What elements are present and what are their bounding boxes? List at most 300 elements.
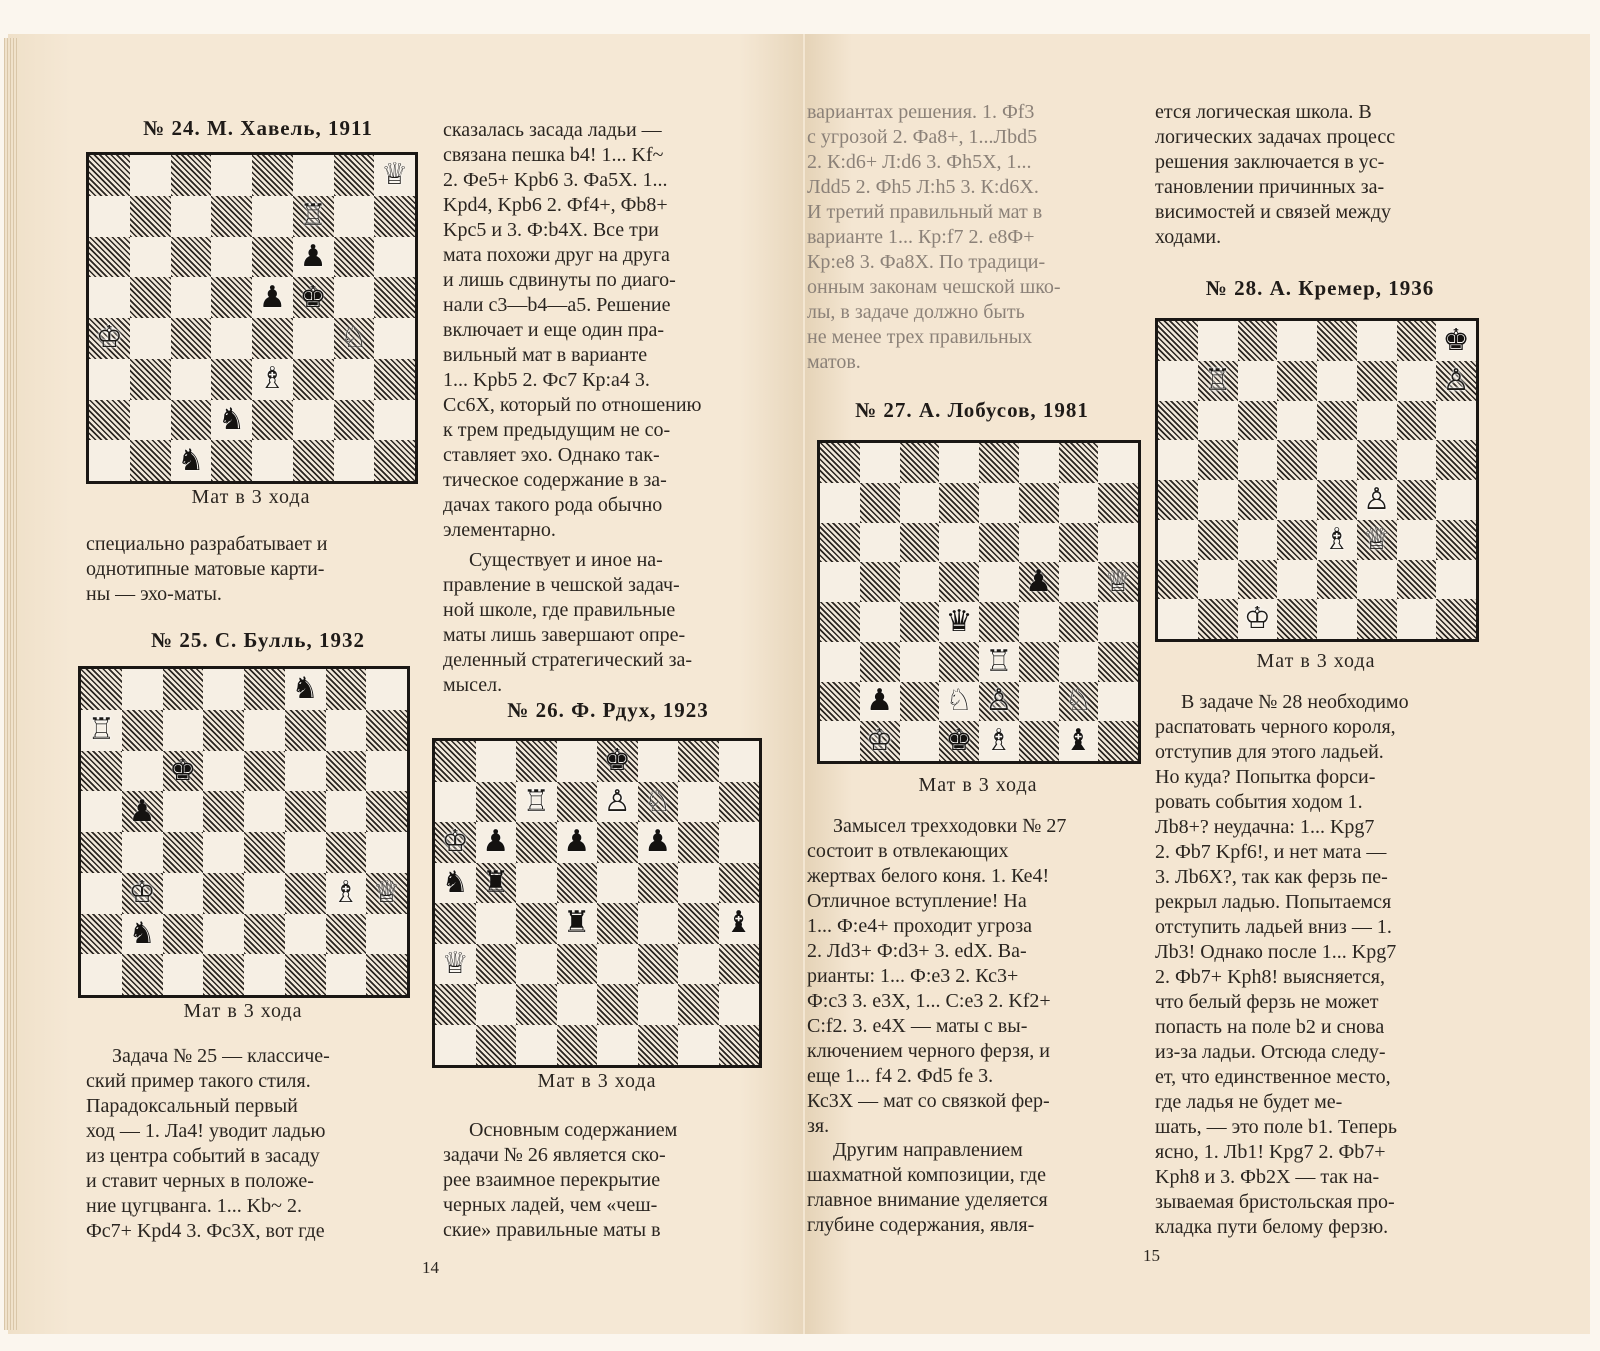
text-after-27b (807, 1138, 1129, 1238)
board-square (203, 751, 244, 792)
chess-piece-icon: ♞ (177, 442, 205, 478)
board-square (597, 944, 638, 985)
board-square (1019, 562, 1059, 602)
board-square (1317, 520, 1357, 560)
text-line: включает и еще один пра- (443, 319, 664, 341)
board-square (678, 1025, 719, 1066)
board-square (1098, 682, 1138, 722)
board-square (1436, 480, 1476, 520)
board-square (1019, 483, 1059, 523)
board-square (1397, 560, 1437, 600)
board-square (252, 318, 293, 359)
board-square (1277, 321, 1317, 361)
chess-piece-icon: ♜ (563, 905, 591, 941)
board-square (900, 523, 940, 563)
chess-piece-icon: ♗ (258, 361, 286, 397)
board-square (719, 984, 760, 1025)
board-square (252, 196, 293, 237)
board-square (1059, 721, 1099, 761)
board-square (171, 237, 212, 278)
board-square (81, 669, 122, 710)
board-square (557, 984, 598, 1025)
board-square (1198, 440, 1238, 480)
board-square (285, 710, 326, 751)
board-square (1277, 520, 1317, 560)
text-line: Кр:е8 3. Фа8Х. По традици- (807, 251, 1046, 273)
left-page (8, 34, 803, 1334)
board-square (435, 782, 476, 823)
text-line: ние цугцванга. 1... Kb~ 2. (86, 1195, 302, 1217)
board-square (163, 669, 204, 710)
board-square (163, 751, 204, 792)
board-square (900, 562, 940, 602)
board-square (820, 523, 860, 563)
text-line: ские» правильные маты в (443, 1219, 661, 1241)
chess-piece-icon: ♟ (644, 824, 672, 860)
text-column-2b (443, 548, 775, 698)
text-after-25 (86, 1044, 416, 1244)
board-square (597, 822, 638, 863)
board-square (1198, 361, 1238, 401)
board-square (557, 782, 598, 823)
chess-piece-icon: ♘ (340, 320, 368, 356)
text-line: Кс3Х — мат со связкой фер- (807, 1090, 1050, 1112)
text-line: ровать события ходом 1. (1155, 791, 1363, 813)
board-square (860, 443, 900, 483)
board-square (1277, 599, 1317, 639)
board-square (516, 984, 557, 1025)
chess-piece-icon: ♗ (332, 875, 360, 911)
board-square (557, 863, 598, 904)
board-square (1019, 721, 1059, 761)
chess-piece-icon: ♖ (522, 783, 550, 819)
chess-piece-icon: ♙ (985, 683, 1013, 719)
board-square (1019, 642, 1059, 682)
text-line: 3. Лb6Х?, так как ферзь пе- (1155, 866, 1388, 888)
board-square (1098, 602, 1138, 642)
chess-piece-icon: ♔ (95, 320, 123, 356)
board-square (211, 277, 252, 318)
board-square (163, 914, 204, 955)
problem-27-board (817, 440, 1141, 764)
board-square (89, 359, 130, 400)
text-line: рианты: 1... Ф:е3 2. Кс3+ (807, 965, 1019, 987)
chess-piece-icon: ♕ (1104, 564, 1132, 600)
board-square (678, 903, 719, 944)
board-square (326, 954, 367, 995)
text-line: задачи № 26 является ско- (443, 1144, 666, 1166)
text-line: Лb3! Однако после 1... Kpg7 (1155, 941, 1397, 963)
board-square (1059, 562, 1099, 602)
chess-piece-icon: ♘ (644, 783, 672, 819)
board-square (211, 237, 252, 278)
text-line: зя. (807, 1115, 830, 1137)
text-line: мата похожи друг на друга (443, 244, 670, 266)
board-square (638, 984, 679, 1025)
board-square (244, 832, 285, 873)
board-square (244, 791, 285, 832)
board-square (1238, 440, 1278, 480)
board-square (939, 642, 979, 682)
board-square (476, 903, 517, 944)
chess-piece-icon: ♝ (725, 905, 753, 941)
board-square (1019, 602, 1059, 642)
text-line: тановлении причинных за- (1155, 176, 1385, 198)
chess-piece-icon: ♔ (441, 824, 469, 860)
chess-piece-icon: ♔ (128, 875, 156, 911)
board-square (638, 782, 679, 823)
problem-28-caption: Мат в 3 хода (1256, 650, 1376, 672)
board-square (557, 903, 598, 944)
board-square (820, 642, 860, 682)
board-square (326, 751, 367, 792)
text-line: ход — 1. Ла4! уводит ладью (86, 1120, 326, 1142)
chess-piece-icon: ♟ (299, 238, 327, 274)
text-line: и лишь сдвинуты по диаго- (443, 269, 676, 291)
board-square (435, 984, 476, 1025)
text-line: и ставит черных в положе- (86, 1170, 314, 1192)
board-square (719, 741, 760, 782)
board-square (1397, 440, 1437, 480)
board-square (334, 440, 375, 481)
text-line: 2. Фb7 Kpf6!, и нет мата — (1155, 841, 1387, 863)
text-line: ной школе, где правильные (443, 599, 676, 621)
chess-piece-icon: ♕ (381, 157, 409, 193)
text-line: кладка пути белому ферзю. (1155, 1216, 1389, 1238)
board-square (1436, 321, 1476, 361)
text-continued (807, 100, 1127, 375)
board-square (939, 602, 979, 642)
board-square (252, 237, 293, 278)
problem-24-heading: № 24. М. Хавель, 1911 (143, 116, 373, 140)
text-line: ходами. (1155, 226, 1222, 248)
chess-piece-icon: ♟ (482, 824, 510, 860)
text-line: специально разрабатывает и (86, 533, 328, 555)
board-square (285, 954, 326, 995)
board-square (1158, 440, 1198, 480)
board-square (211, 196, 252, 237)
board-square (820, 682, 860, 722)
text-line: черных ладей, чем «чеш- (443, 1194, 658, 1216)
chess-piece-icon: ♟ (128, 793, 156, 829)
board-square (130, 196, 171, 237)
board-square (1238, 520, 1278, 560)
board-square (979, 682, 1019, 722)
board-square (557, 822, 598, 863)
chess-piece-icon: ♖ (985, 643, 1013, 679)
board-square (1238, 401, 1278, 441)
board-square (122, 832, 163, 873)
problem-26-heading: № 26. Ф. Рдух, 1923 (507, 698, 709, 722)
board-square (130, 155, 171, 196)
text-logical-school (1155, 100, 1481, 250)
chess-piece-icon: ♙ (603, 783, 631, 819)
chess-piece-icon: ♗ (1323, 521, 1351, 557)
text-line: шахматной композиции, где (807, 1164, 1046, 1186)
board-square (1158, 321, 1198, 361)
board-square (435, 903, 476, 944)
chess-piece-icon: ♚ (945, 723, 973, 759)
board-square (1436, 520, 1476, 560)
board-square (374, 196, 415, 237)
board-square (203, 914, 244, 955)
text-after-27 (807, 814, 1129, 1139)
board-square (860, 523, 900, 563)
board-square (244, 669, 285, 710)
board-square (638, 863, 679, 904)
board-square (130, 440, 171, 481)
board-square (516, 903, 557, 944)
board-square (1357, 401, 1397, 441)
board-square (122, 751, 163, 792)
board-square (900, 483, 940, 523)
board-square (244, 914, 285, 955)
board-square (285, 791, 326, 832)
problem-26-caption: Мат в 3 хода (537, 1070, 657, 1092)
text-line: 1... Ф:е4+ проходит угроза (807, 915, 1032, 937)
board-square (939, 721, 979, 761)
board-square (285, 751, 326, 792)
board-square (1198, 480, 1238, 520)
chess-piece-icon: ♞ (218, 401, 246, 437)
text-line: главное внимание уделяется (807, 1189, 1048, 1211)
text-line: Замысел трехходовки № 27 (833, 815, 1067, 837)
board-square (1357, 520, 1397, 560)
problem-25-caption: Мат в 3 хода (183, 1000, 303, 1022)
board-square (244, 751, 285, 792)
text-line: 2. К:d6+ Л:d6 3. Фh5Х, 1... (807, 151, 1032, 173)
text-line: попасть на поле b2 и снова (1155, 1016, 1385, 1038)
board-square (374, 155, 415, 196)
board-square (171, 277, 212, 318)
board-square (163, 873, 204, 914)
board-square (1059, 443, 1099, 483)
board-square (1436, 361, 1476, 401)
board-square (163, 954, 204, 995)
board-square (1436, 401, 1476, 441)
board-square (820, 721, 860, 761)
board-square (820, 483, 860, 523)
board-square (244, 954, 285, 995)
text-line: Лb8+? неудачна: 1... Kpg7 (1155, 816, 1375, 838)
text-line: Ф:с3 3. е3Х, 1... С:е3 2. Kf2+ (807, 990, 1051, 1012)
text-line: Другим направлением (833, 1139, 1023, 1161)
board-square (638, 741, 679, 782)
board-square (211, 400, 252, 441)
board-square (597, 1025, 638, 1066)
text-line: с угрозой 2. Фа8+, 1...Лbd5 (807, 126, 1038, 148)
board-square (285, 914, 326, 955)
text-line: где ладья не будет ме- (1155, 1091, 1343, 1113)
board-square (366, 669, 407, 710)
board-square (285, 832, 326, 873)
text-line: Kpc5 и 3. Ф:b4Х. Все три (443, 219, 659, 241)
board-square (334, 400, 375, 441)
board-square (366, 873, 407, 914)
chess-piece-icon: ♟ (563, 824, 591, 860)
text-line: И третий правильный мат в (807, 201, 1043, 223)
board-square (516, 1025, 557, 1066)
board-square (638, 903, 679, 944)
problem-25-heading: № 25. С. Булль, 1932 (150, 628, 366, 652)
board-square (557, 1025, 598, 1066)
board-square (939, 682, 979, 722)
board-square (1317, 321, 1357, 361)
board-square (163, 791, 204, 832)
board-square (860, 562, 900, 602)
text-line: варианте 1... Кр:f7 2. е8Ф+ (807, 226, 1035, 248)
board-square (1198, 321, 1238, 361)
board-square (81, 954, 122, 995)
board-square (1357, 440, 1397, 480)
board-square (374, 440, 415, 481)
chess-piece-icon: ♚ (603, 743, 631, 779)
board-square (1098, 562, 1138, 602)
board-square (597, 984, 638, 1025)
board-square (366, 914, 407, 955)
board-square (211, 155, 252, 196)
text-line: онным законам чешской шко- (807, 276, 1061, 298)
text-after-28 (1155, 690, 1481, 1240)
board-square (1357, 599, 1397, 639)
board-square (979, 483, 1019, 523)
board-square (435, 1025, 476, 1066)
board-square (1158, 599, 1198, 639)
board-square (979, 523, 1019, 563)
board-square (719, 822, 760, 863)
board-square (1158, 401, 1198, 441)
board-square (211, 440, 252, 481)
board-square (516, 741, 557, 782)
chess-piece-icon: ♜ (482, 864, 510, 900)
board-square (516, 822, 557, 863)
text-line: 2. Фb7+ Kph8! выясняется, (1155, 966, 1385, 988)
board-square (719, 903, 760, 944)
text-line: правление в чешской задач- (443, 574, 680, 596)
chess-piece-icon: ♞ (291, 671, 319, 707)
board-square (81, 873, 122, 914)
board-square (203, 832, 244, 873)
text-line: что белый ферзь не может (1155, 991, 1379, 1013)
board-square (203, 710, 244, 751)
text-line: маты лишь завершают опре- (443, 624, 686, 646)
text-line: шать, — это поле b1. Теперь (1155, 1116, 1398, 1138)
text-line: С:f2. 3. е4Х — маты с вы- (807, 1015, 1028, 1037)
text-line: дачах такого рода обычно (443, 494, 663, 516)
board-square (476, 984, 517, 1025)
board-square (1436, 560, 1476, 600)
text-line: решения заключается в ус- (1155, 151, 1385, 173)
board-square (203, 791, 244, 832)
board-square (860, 483, 900, 523)
board-square (979, 721, 1019, 761)
board-square (1317, 440, 1357, 480)
board-square (476, 1025, 517, 1066)
board-square (171, 196, 212, 237)
board-square (1277, 480, 1317, 520)
text-line: жертвах белого коня. 1. Ке4! (807, 865, 1050, 887)
board-square (130, 277, 171, 318)
text-line: еще 1... f4 2. Фd5 fe 3. (807, 1065, 994, 1087)
board-square (293, 155, 334, 196)
board-square (374, 400, 415, 441)
board-square (516, 782, 557, 823)
board-square (374, 359, 415, 400)
board-square (1397, 361, 1437, 401)
board-square (81, 832, 122, 873)
board-square (334, 277, 375, 318)
board-square (1238, 560, 1278, 600)
board-square (900, 443, 940, 483)
board-square (130, 400, 171, 441)
chess-piece-icon: ♗ (985, 723, 1013, 759)
board-square (1238, 321, 1278, 361)
board-square (244, 873, 285, 914)
chess-piece-icon: ♝ (1064, 723, 1092, 759)
chess-piece-icon: ♘ (1064, 683, 1092, 719)
board-square (900, 642, 940, 682)
board-square (122, 669, 163, 710)
board-square (1059, 523, 1099, 563)
chess-piece-icon: ♔ (866, 723, 894, 759)
board-square (374, 318, 415, 359)
board-square (1019, 682, 1059, 722)
board-square (557, 944, 598, 985)
text-line: 1... Kpb5 2. Фс7 Кр:а4 3. (443, 369, 650, 391)
text-line: вариантах решения. 1. Фf3 (807, 101, 1035, 123)
text-line: Парадоксальный первый (86, 1095, 298, 1117)
board-square (374, 237, 415, 278)
text-line: элементарно. (443, 519, 556, 541)
board-square (979, 602, 1019, 642)
board-square (678, 984, 719, 1025)
board-square (334, 237, 375, 278)
board-square (1436, 599, 1476, 639)
text-line: ставляет эхо. Однако так- (443, 444, 660, 466)
board-square (122, 791, 163, 832)
problem-27-heading: № 27. А. Лобусов, 1981 (855, 398, 1089, 422)
board-square (435, 741, 476, 782)
board-square (366, 832, 407, 873)
chess-piece-icon: ♞ (441, 864, 469, 900)
board-square (1317, 401, 1357, 441)
board-square (293, 400, 334, 441)
text-line: Но куда? Попытка форси- (1155, 766, 1376, 788)
board-square (1059, 682, 1099, 722)
board-square (252, 277, 293, 318)
board-square (366, 751, 407, 792)
chess-piece-icon: ♟ (258, 279, 286, 315)
text-line: лы, в задаче должно быть (807, 301, 1025, 323)
board-square (1277, 401, 1317, 441)
board-square (1357, 321, 1397, 361)
text-line: из центра событий в засаду (86, 1145, 320, 1167)
chess-piece-icon: ♕ (373, 875, 401, 911)
board-square (122, 914, 163, 955)
page-number: 14 (422, 1258, 439, 1277)
board-square (939, 523, 979, 563)
book-spread (8, 34, 1590, 1334)
board-square (1397, 520, 1437, 560)
text-line: связана пешка b4! 1... Kf~ (443, 144, 664, 166)
board-square (293, 277, 334, 318)
text-line: из-за ладьи. Отсюда следу- (1155, 1041, 1386, 1063)
problem-24-board (86, 152, 418, 484)
board-square (1198, 520, 1238, 560)
board-square (939, 443, 979, 483)
text-line: нали с3—b4—а5. Решение (443, 294, 671, 316)
board-square (81, 751, 122, 792)
